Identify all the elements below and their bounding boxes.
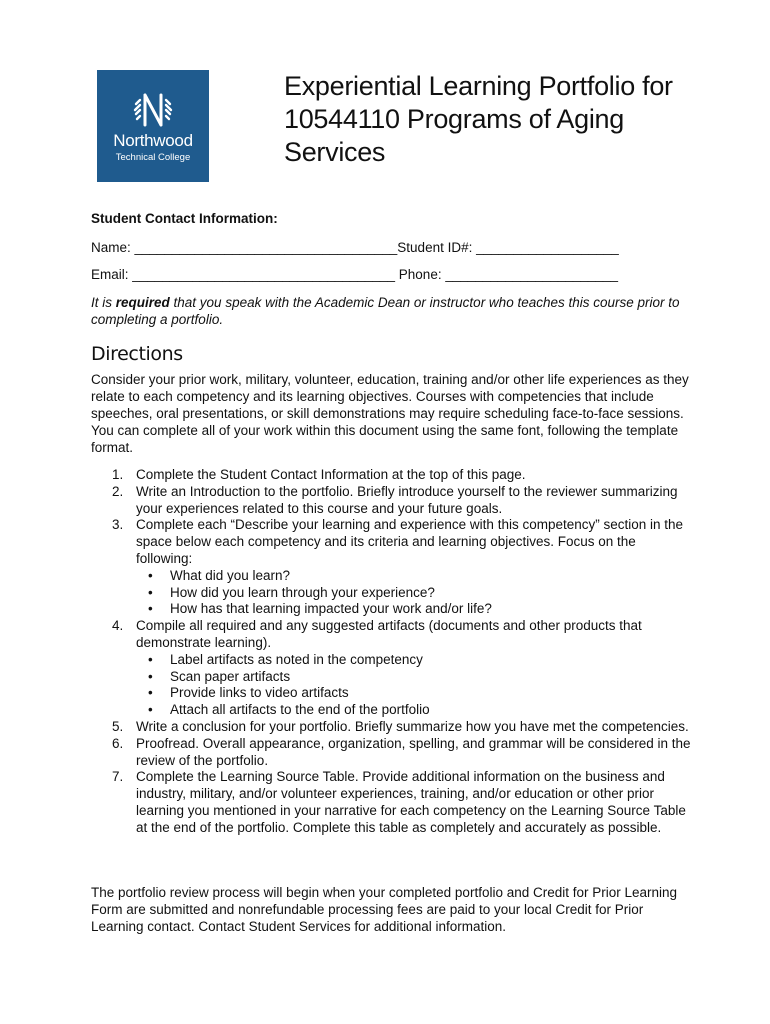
step-item (91, 769, 691, 836)
step-text: Complete the Learning Source Table. Provide additional information on the business and industry, military, and/or volunteer experiences, training, and/or education or other prior learning you mentioned in your narrative for each competency on the Learning Source Table at the end of the portfolio. Complete this table as completely and accurately as possible. (136, 769, 686, 835)
bullet-item (136, 669, 691, 686)
bullet-item (136, 702, 691, 719)
note-required: required (115, 295, 170, 310)
step-text: Compile all required and any suggested artifacts (documents and other products that demonstrate learning). (136, 618, 642, 650)
note-suffix: that you speak with the Academic Dean or instructor who teaches this course prior to completing a portfolio. (91, 295, 680, 327)
step-item (91, 618, 691, 719)
bullet-icon: • (148, 601, 153, 617)
note-prefix: It is (91, 295, 116, 310)
required-note (91, 294, 691, 328)
step-item (91, 484, 691, 518)
step-item (91, 719, 691, 736)
bullet-icon: • (148, 685, 153, 701)
bullet-item (136, 652, 691, 669)
step-text: Write an Introduction to the portfolio. Briefly introduce yourself to the reviewer summarizing your experiences related to this course and your future goals. (136, 483, 678, 516)
bullet-item (136, 601, 691, 618)
step-text: Proofread. Overall appearance, organization, spelling, and grammar will be considered in the review of the portfolio. (136, 735, 691, 768)
name-student-id-field[interactable]: Name: ___________________________________Student ID#: ___________________ (91, 240, 619, 255)
northwood-n-emblem-icon (97, 70, 209, 182)
step3-bullets (136, 568, 691, 618)
bullet-text: How has that learning impacted your work and/or life? (170, 601, 492, 617)
bullet-icon: • (148, 702, 153, 718)
email-phone-field[interactable]: Email: ___________________________________ Phone: _______________________ (91, 267, 619, 282)
bullet-item (136, 568, 691, 585)
step-item (91, 467, 691, 484)
bullet-text: Provide links to video artifacts (170, 685, 349, 701)
logo-name: Northwood (113, 131, 193, 150)
step-number: 6. (112, 735, 124, 751)
step-item (91, 736, 691, 770)
bullet-icon: • (148, 651, 153, 667)
bullet-text: What did you learn? (170, 567, 291, 583)
northwood-logo (97, 70, 209, 182)
bullet-text: Attach all artifacts to the end of the portfolio (170, 702, 430, 718)
directions-steps (91, 467, 691, 837)
directions-intro: Consider your prior work, military, volunteer, education, training and/or other life experiences as they relate to each competency and its learning objectives. Courses with competencies that include speeches, oral presentations, or skill demonstrations may require scheduling face-to-face sessions. You can complete all of your work within this document using the same font, following the template format. (91, 372, 689, 455)
step-text: Complete each “Describe your learning and experience with this competency” section in the space below each competency and its criteria and learning objectives. Focus on the following: (136, 517, 684, 566)
bullet-text: How did you learn through your experience? (170, 584, 435, 600)
step-number: 1. (112, 467, 124, 482)
bullet-item (136, 685, 691, 702)
closing-paragraph: The portfolio review process will begin when your completed portfolio and Credit for Prior Learning Form are submitted and nonrefundable processing fees are paid to your local Credit for Prior Learning contact. Contact Student Services for additional information. (91, 885, 678, 934)
step-text: Write a conclusion for your portfolio. Briefly summarize how you have met the competencies. (136, 718, 689, 734)
bullet-text: Label artifacts as noted in the competency (170, 651, 423, 667)
step-number: 4. (112, 618, 124, 634)
bullet-item (136, 585, 691, 602)
directions-heading: Directions (91, 343, 183, 365)
step-number: 3. (112, 517, 124, 533)
page-title: Experiential Learning Portfolio for 10544110 Programs of Aging Services (284, 71, 673, 167)
contact-heading: Student Contact Information: (91, 211, 278, 226)
step-item (91, 517, 691, 618)
step-text: Complete the Student Contact Information at the top of this page. (136, 467, 526, 482)
bullet-icon: • (148, 584, 153, 600)
step-number: 7. (112, 769, 124, 785)
bullet-icon: • (148, 567, 153, 583)
bullet-text: Scan paper artifacts (170, 668, 291, 684)
step-number: 5. (112, 718, 124, 734)
step-number: 2. (112, 483, 124, 499)
logo-subtitle: Technical College (115, 152, 191, 163)
step4-bullets (136, 652, 691, 719)
bullet-icon: • (148, 668, 153, 684)
